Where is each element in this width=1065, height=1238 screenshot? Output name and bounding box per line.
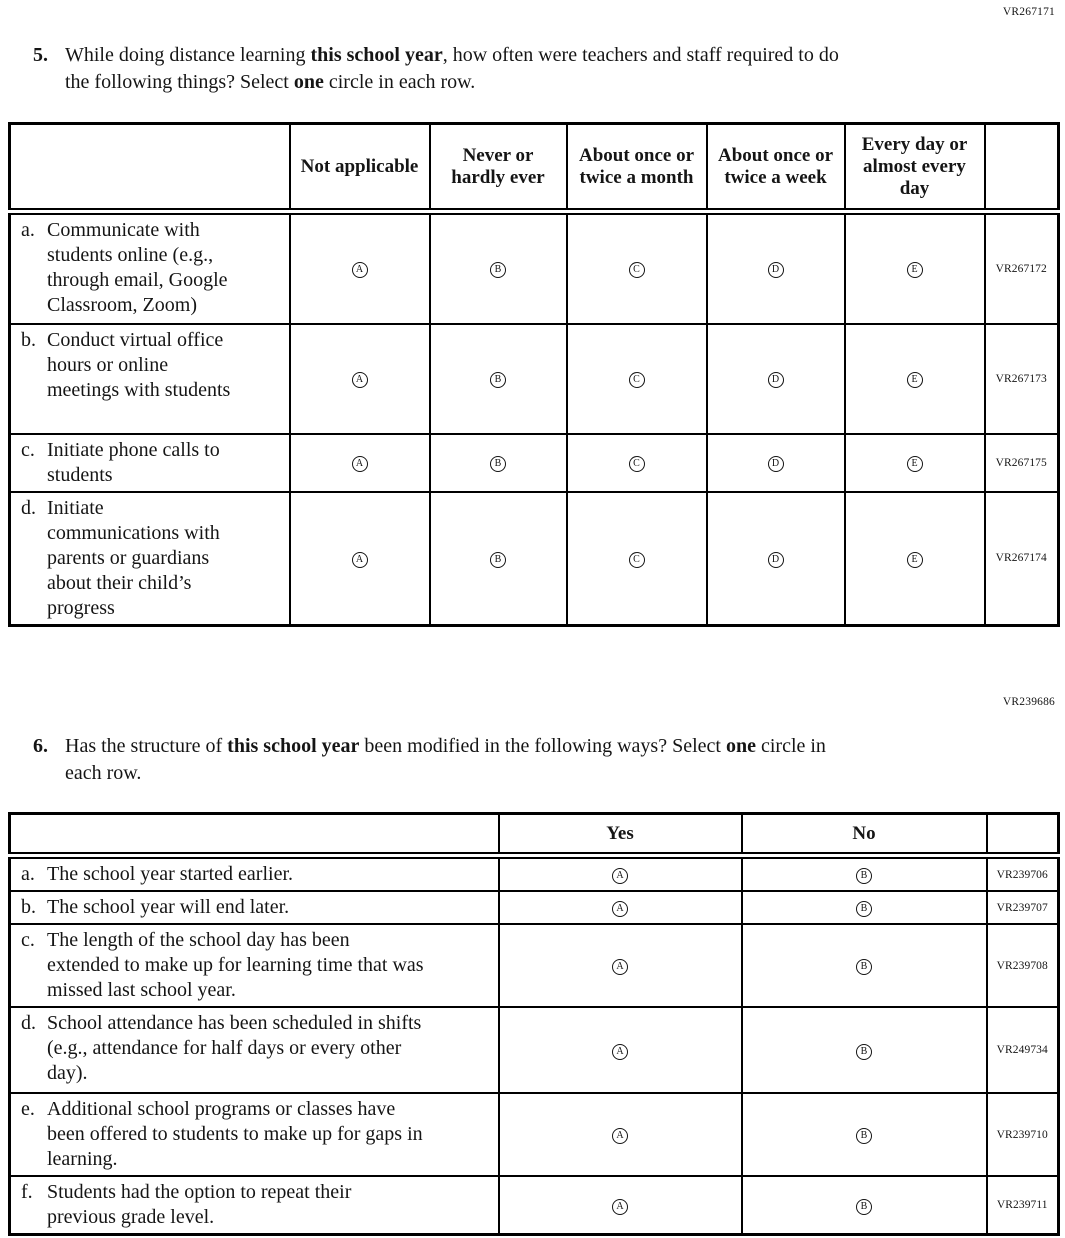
q6-text-bold-2: one (725, 735, 756, 757)
q5-row-b-cell-b (430, 324, 567, 434)
q5-row-b-cell-d (707, 324, 845, 434)
q6-row-c-option-yes[interactable]: A (612, 959, 628, 975)
q6-row-c-label (10, 924, 499, 1007)
q5-row-b-cell-a (290, 324, 430, 434)
q6-row-d-option-yes[interactable]: A (612, 1044, 628, 1060)
q6-header-row (10, 814, 1059, 856)
q5-row-d-cell-b (430, 492, 567, 626)
q5-row-a-option-d[interactable]: D (768, 262, 784, 278)
q6-row-c (10, 924, 1059, 1007)
q6-row-f-cell-yes (499, 1176, 742, 1235)
row-letter: d. (21, 1012, 36, 1034)
q6-col-no: No (742, 814, 987, 856)
q5-row-a-option-e[interactable]: E (907, 262, 923, 278)
q5-text-bold-2: one (293, 71, 324, 93)
q6-row-b-option-yes[interactable]: A (612, 901, 628, 917)
q6-row-a-cell-yes (499, 856, 742, 892)
q5-header-empty (10, 124, 290, 212)
row-letter: a. (21, 219, 35, 241)
q5-text-pre: While doing distance learning (65, 44, 311, 66)
q5-col-week: About once or twice a week (707, 124, 845, 212)
row-label-text: Conduct virtual office hours or online meetings with students (47, 328, 231, 401)
q5-row-c-cell-e (845, 434, 985, 492)
q5-row-b-cell-c (567, 324, 707, 434)
q5-row-d-cell-d (707, 492, 845, 626)
q6-row-e-option-yes[interactable]: A (612, 1128, 628, 1144)
q6-row-f-label (10, 1176, 499, 1235)
q6-row-a-code: VR239706 (987, 856, 1059, 892)
row-label-text: The school year started earlier. (47, 863, 293, 885)
q6-row-b-option-no[interactable]: B (856, 901, 872, 917)
q5-row-d-option-c[interactable]: C (629, 552, 645, 568)
q6-header-empty (10, 814, 499, 856)
row-label-text: School attendance has been scheduled in shifts (e.g., attendance for half days or every other day). (47, 1012, 422, 1084)
q5-row-d-code: VR267174 (985, 492, 1059, 626)
q5-row-b-code: VR267173 (985, 324, 1059, 434)
q6-row-e-label (10, 1093, 499, 1176)
row-letter: b. (21, 896, 36, 918)
q5-row-c (10, 434, 1059, 492)
question-6-number: 6. (33, 735, 48, 757)
q6-row-b-label (10, 891, 499, 924)
q5-row-b-option-a[interactable]: A (352, 372, 368, 388)
q5-row-d-option-a[interactable]: A (352, 552, 368, 568)
q6-row-b-code: VR239707 (987, 891, 1059, 924)
q6-row-f-option-no[interactable]: B (856, 1199, 872, 1215)
q5-row-a-label (10, 212, 290, 324)
q5-row-c-option-a[interactable]: A (352, 456, 368, 472)
q5-row-a (10, 212, 1059, 324)
q5-row-b (10, 324, 1059, 434)
row-letter: c. (21, 929, 35, 951)
q5-row-a-cell-c (567, 212, 707, 324)
q5-row-b-cell-e (845, 324, 985, 434)
q6-row-e-code: VR239710 (987, 1093, 1059, 1176)
q6-row-f (10, 1176, 1059, 1235)
row-letter: d. (21, 496, 36, 519)
q6-row-d-cell-yes (499, 1007, 742, 1093)
row-label-text: The school year will end later. (47, 896, 290, 918)
q6-row-b-cell-no (742, 891, 987, 924)
q6-row-d-code: VR249734 (987, 1007, 1059, 1093)
row-label-text: Additional school programs or classes have been offered to students to make up for gaps in learning. (47, 1098, 423, 1170)
q6-text-pre: Has the structure of (65, 735, 228, 757)
q5-row-c-option-e[interactable]: E (907, 456, 923, 472)
q6-row-a-option-yes[interactable]: A (612, 868, 628, 884)
row-letter: b. (21, 328, 36, 351)
q5-row-c-label (10, 434, 290, 492)
q6-row-b (10, 891, 1059, 924)
q5-row-c-cell-c (567, 434, 707, 492)
q6-row-a-cell-no (742, 856, 987, 892)
row-label-text: Initiate communications with parents or guardians about their child’s progress (47, 496, 220, 619)
row-letter: f. (21, 1181, 33, 1203)
q6-row-e (10, 1093, 1059, 1176)
q5-row-c-option-c[interactable]: C (629, 456, 645, 472)
row-label-text: Initiate phone calls to students (47, 438, 220, 486)
q6-row-c-code: VR239708 (987, 924, 1059, 1007)
q5-row-a-option-a[interactable]: A (352, 262, 368, 278)
row-letter: e. (21, 1098, 35, 1120)
q6-header-code-empty (987, 814, 1059, 856)
question-6 (33, 733, 865, 787)
q5-text-bold-1: this school year (310, 44, 443, 66)
q5-row-b-option-d[interactable]: D (768, 372, 784, 388)
q5-row-b-option-c[interactable]: C (629, 372, 645, 388)
q5-row-c-code: VR267175 (985, 434, 1059, 492)
q5-row-b-option-b[interactable]: B (490, 372, 506, 388)
q6-row-d (10, 1007, 1059, 1093)
q6-row-f-cell-no (742, 1176, 987, 1235)
question-5 (33, 42, 865, 96)
q5-row-a-code: VR267172 (985, 212, 1059, 324)
q6-row-e-cell-yes (499, 1093, 742, 1176)
q6-row-a-option-no[interactable]: B (856, 868, 872, 884)
q6-yes-no-table (8, 812, 1060, 1236)
q6-row-e-cell-no (742, 1093, 987, 1176)
q6-row-c-option-no[interactable]: B (856, 959, 872, 975)
q5-row-a-cell-d (707, 212, 845, 324)
q6-row-c-cell-no (742, 924, 987, 1007)
row-label-text: Students had the option to repeat their previous grade level. (47, 1181, 352, 1228)
q5-row-d (10, 492, 1059, 626)
q5-row-c-cell-d (707, 434, 845, 492)
question-5-number: 5. (33, 44, 48, 66)
q5-row-c-option-d[interactable]: D (768, 456, 784, 472)
q6-row-f-code: VR239711 (987, 1176, 1059, 1235)
question-5-text (65, 42, 865, 96)
q5-row-b-label (10, 324, 290, 434)
form-code-top: VR267171 (1002, 6, 1055, 18)
q5-row-d-option-e[interactable]: E (907, 552, 923, 568)
q5-row-b-option-e[interactable]: E (907, 372, 923, 388)
q6-row-d-label (10, 1007, 499, 1093)
q5-col-month: About once or twice a month (567, 124, 707, 212)
q6-row-a-label (10, 856, 499, 892)
q5-row-d-cell-e (845, 492, 985, 626)
q5-row-d-option-d[interactable]: D (768, 552, 784, 568)
q6-row-f-option-yes[interactable]: A (612, 1199, 628, 1215)
q5-row-a-cell-a (290, 212, 430, 324)
q5-header-code-empty (985, 124, 1059, 212)
question-6-text (65, 733, 865, 787)
row-letter: c. (21, 438, 35, 461)
q5-row-d-label (10, 492, 290, 626)
q5-row-a-option-c[interactable]: C (629, 262, 645, 278)
q5-col-never: Never or hardly ever (430, 124, 567, 212)
q5-col-not-applicable: Not applicable (290, 124, 430, 212)
q6-text-bold-1: this school year (227, 735, 360, 757)
q5-text-post: circle in each row. (323, 71, 476, 93)
q6-text-mid: been modified in the following ways? Select (359, 735, 726, 757)
q5-row-a-cell-b (430, 212, 567, 324)
q5-row-c-cell-a (290, 434, 430, 492)
q5-row-d-option-b[interactable]: B (490, 552, 506, 568)
row-letter: a. (21, 863, 35, 885)
q6-row-e-option-no[interactable]: B (856, 1128, 872, 1144)
q5-row-a-cell-e (845, 212, 985, 324)
q5-row-c-cell-b (430, 434, 567, 492)
row-label-text: The length of the school day has been extended to make up for learning time that was missed last school year. (47, 929, 424, 1001)
q5-text-mid: , how often were teachers and staff required to do the following things? Select (65, 44, 839, 93)
q6-row-b-cell-yes (499, 891, 742, 924)
q5-row-a-option-b[interactable]: B (490, 262, 506, 278)
form-code-middle: VR239686 (1002, 696, 1055, 708)
row-label-text: Communicate with students online (e.g., through email, Google Classroom, Zoom) (47, 219, 228, 316)
q5-header-row (10, 124, 1059, 212)
q5-row-c-option-b[interactable]: B (490, 456, 506, 472)
q5-col-every-day: Every day or almost every day (845, 124, 985, 212)
q6-row-a (10, 856, 1059, 892)
q6-col-yes: Yes (499, 814, 742, 856)
q5-row-d-cell-c (567, 492, 707, 626)
q6-row-d-option-no[interactable]: B (856, 1044, 872, 1060)
q6-row-c-cell-yes (499, 924, 742, 1007)
q5-row-d-cell-a (290, 492, 430, 626)
q6-row-d-cell-no (742, 1007, 987, 1093)
q5-frequency-table (8, 122, 1060, 627)
q6-text-post: circle in each row. (65, 735, 826, 784)
